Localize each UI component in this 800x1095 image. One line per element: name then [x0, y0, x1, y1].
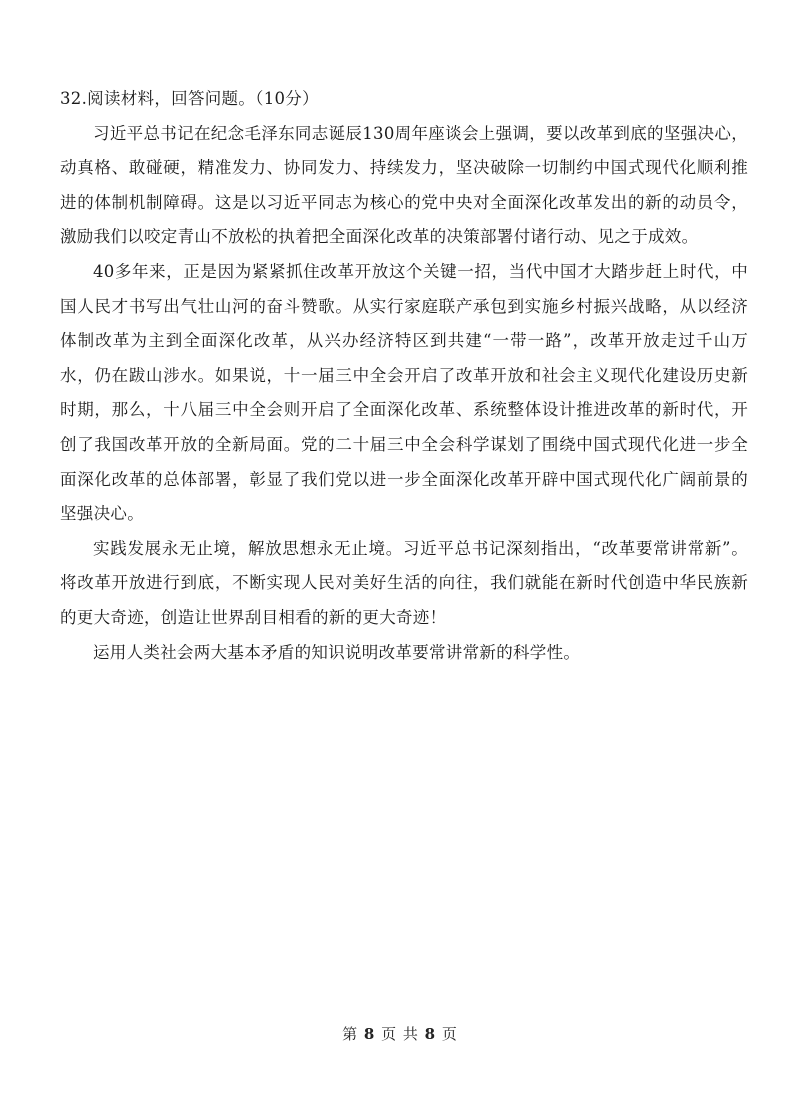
total-pages-number: 8 [424, 1025, 437, 1043]
material-paragraph-3: 实践发展永无止境，解放思想永无止境。习近平总书记深刻指出，“改革要常讲常新”。将改革开放进行到底，不断实现人民对美好生活的向往，我们就能在新时代创造中华民族新的更大奇迹，创造让世界刮目相看的新的更大奇迹！ [60, 538, 748, 627]
material-paragraph-1: 习近平总书记在纪念毛泽东同志诞辰130周年座谈会上强调，要以改革到底的坚强决心，动真格、敢碰硬，精准发力、协同发力、持续发力，坚决破除一切制约中国式现代化顺利推进的体制机制障碍。这是以习近平同志为核心的党中央对全面深化改革发出的新的动员令，激励我们以咬定青山不放松的执着把全面深化改革的决策部署付诸行动、见之于成效。 [60, 123, 748, 247]
footer-prefix: 第 [342, 1025, 359, 1043]
question-title: 32.阅读材料，回答问题。（10分） [60, 89, 319, 108]
page-footer [0, 1023, 800, 1044]
current-page-number: 8 [363, 1025, 376, 1043]
footer-suffix: 页 [441, 1025, 458, 1043]
footer-middle: 页 共 [381, 1025, 419, 1043]
question-block [60, 82, 748, 670]
question-prompt: 运用人类社会两大基本矛盾的知识说明改革要常讲常新的科学性。 [93, 642, 581, 662]
material-paragraph-2: 40多年来，正是因为紧紧抓住改革开放这个关键一招，当代中国才大踏步赶上时代，中国人民才书写出气壮山河的奋斗赞歌。从实行家庭联产承包到实施乡村振兴战略，从以经济体制改革为主到全面深化改革，从兴办经济特区到共建“一带一路”，改革开放走过千山万水，仍在跋山涉水。如果说，十一届三中全会开启了改革开放和社会主义现代化建设历史新时期，那么，十八届三中全会则开启了全面深化改革、系统整体设计推进改革的新时代，开创了我国改革开放的全新局面。党的二十届三中全会科学谋划了围绕中国式现代化进一步全面深化改革的总体部署，彰显了我们党以进一步全面深化改革开辟中国式现代化广阔前景的坚强决心。 [60, 261, 748, 524]
